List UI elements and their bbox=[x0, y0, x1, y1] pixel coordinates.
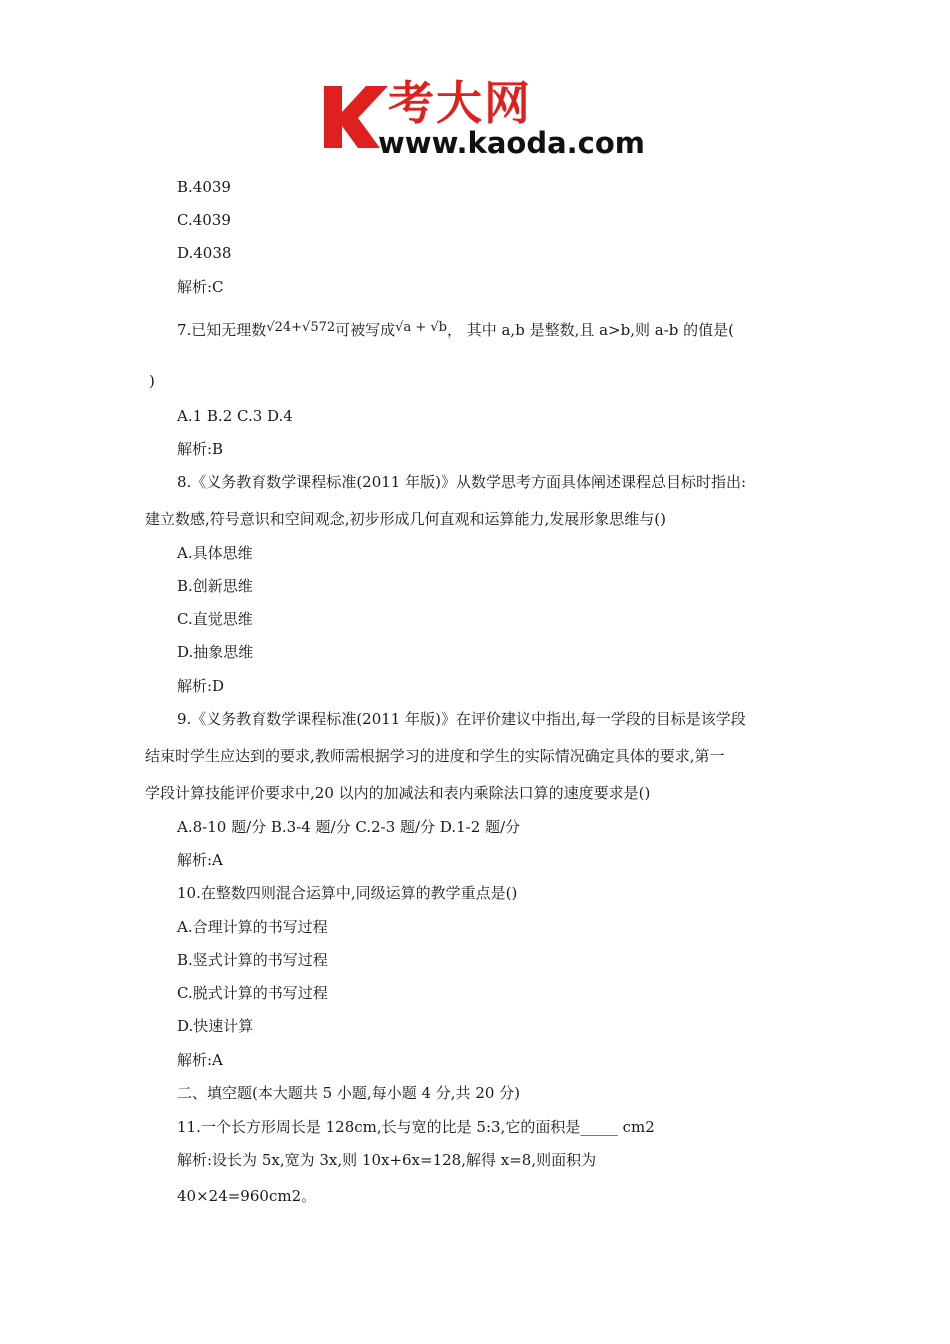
q11-answer-line-2: 40×24=960cm2。 bbox=[177, 1187, 317, 1205]
q7-answer: 解析:B bbox=[177, 440, 224, 458]
q9-answer: 解析:A bbox=[177, 851, 223, 869]
q7-radical-expression: √24+√572 bbox=[266, 320, 336, 335]
q7-options: A.1 B.2 C.3 D.4 bbox=[177, 407, 293, 425]
q10-option-c: C.脱式计算的书写过程 bbox=[177, 984, 328, 1002]
q10-option-b: B.竖式计算的书写过程 bbox=[177, 951, 328, 969]
q8-answer: 解析:D bbox=[177, 677, 225, 695]
section-2-heading: 二、填空题(本大题共 5 小题,每小题 4 分,共 20 分) bbox=[177, 1084, 521, 1102]
question-9-line-1: 9.《义务教育数学课程标准(2011 年版)》在评价建议中指出,每一学段的目标是该学段 bbox=[177, 710, 746, 728]
q7-sum-expression: √a + √b bbox=[395, 320, 447, 335]
question-8-line-2: 建立数感,符号意识和空间观念,初步形成几何直观和运算能力,发展形象思维与() bbox=[145, 510, 667, 528]
q7-close-paren: ) bbox=[149, 372, 155, 390]
q10-option-d: D.快速计算 bbox=[177, 1017, 254, 1035]
kaoda-logo bbox=[318, 76, 645, 162]
question-10: 10.在整数四则混合运算中,同级运算的教学重点是() bbox=[177, 884, 518, 902]
logo-chinese-text: 考大网 bbox=[388, 76, 532, 130]
q10-answer: 解析:A bbox=[177, 1051, 223, 1069]
q9-options: A.8-10 题/分 B.3-4 题/分 C.2-3 题/分 D.1-2 题/分 bbox=[177, 818, 521, 836]
q10-option-a: A.合理计算的书写过程 bbox=[177, 918, 328, 936]
question-9-line-3: 学段计算技能评价要求中,20 以内的加减法和表内乘除法口算的速度要求是() bbox=[145, 784, 651, 802]
q8-option-d: D.抽象思维 bbox=[177, 643, 254, 661]
question-11: 11.一个长方形周长是 128cm,长与宽的比是 5:3,它的面积是_____ cm2 bbox=[177, 1118, 655, 1136]
logo-url-text: www.kaoda.com bbox=[378, 126, 645, 160]
question-7 bbox=[177, 318, 734, 340]
q8-option-c: C.直觉思维 bbox=[177, 610, 253, 628]
question-9-line-2: 结束时学生应达到的要求,教师需根据学习的进度和学生的实际情况确定具体的要求,第一 bbox=[145, 747, 725, 765]
q7-text-pre: 7.已知无理数 bbox=[177, 321, 267, 339]
option-d-prev: D.4038 bbox=[177, 244, 232, 262]
answer-prev: 解析:C bbox=[177, 278, 224, 296]
q11-answer-line-1: 解析:设长为 5x,宽为 3x,则 10x+6x=128,解得 x=8,则面积为 bbox=[177, 1151, 597, 1169]
q7-text-post: ， 其中 a,b 是整数,且 a>b,则 a-b 的值是( bbox=[446, 321, 734, 339]
q8-option-a: A.具体思维 bbox=[177, 544, 253, 562]
option-b-prev: B.4039 bbox=[177, 178, 231, 196]
q8-option-b: B.创新思维 bbox=[177, 577, 253, 595]
q7-text-mid: 可被写成 bbox=[335, 321, 396, 339]
question-8-line-1: 8.《义务教育数学课程标准(2011 年版)》从数学思考方面具体阐述课程总目标时指出: bbox=[177, 473, 747, 491]
option-c-prev: C.4039 bbox=[177, 211, 231, 229]
